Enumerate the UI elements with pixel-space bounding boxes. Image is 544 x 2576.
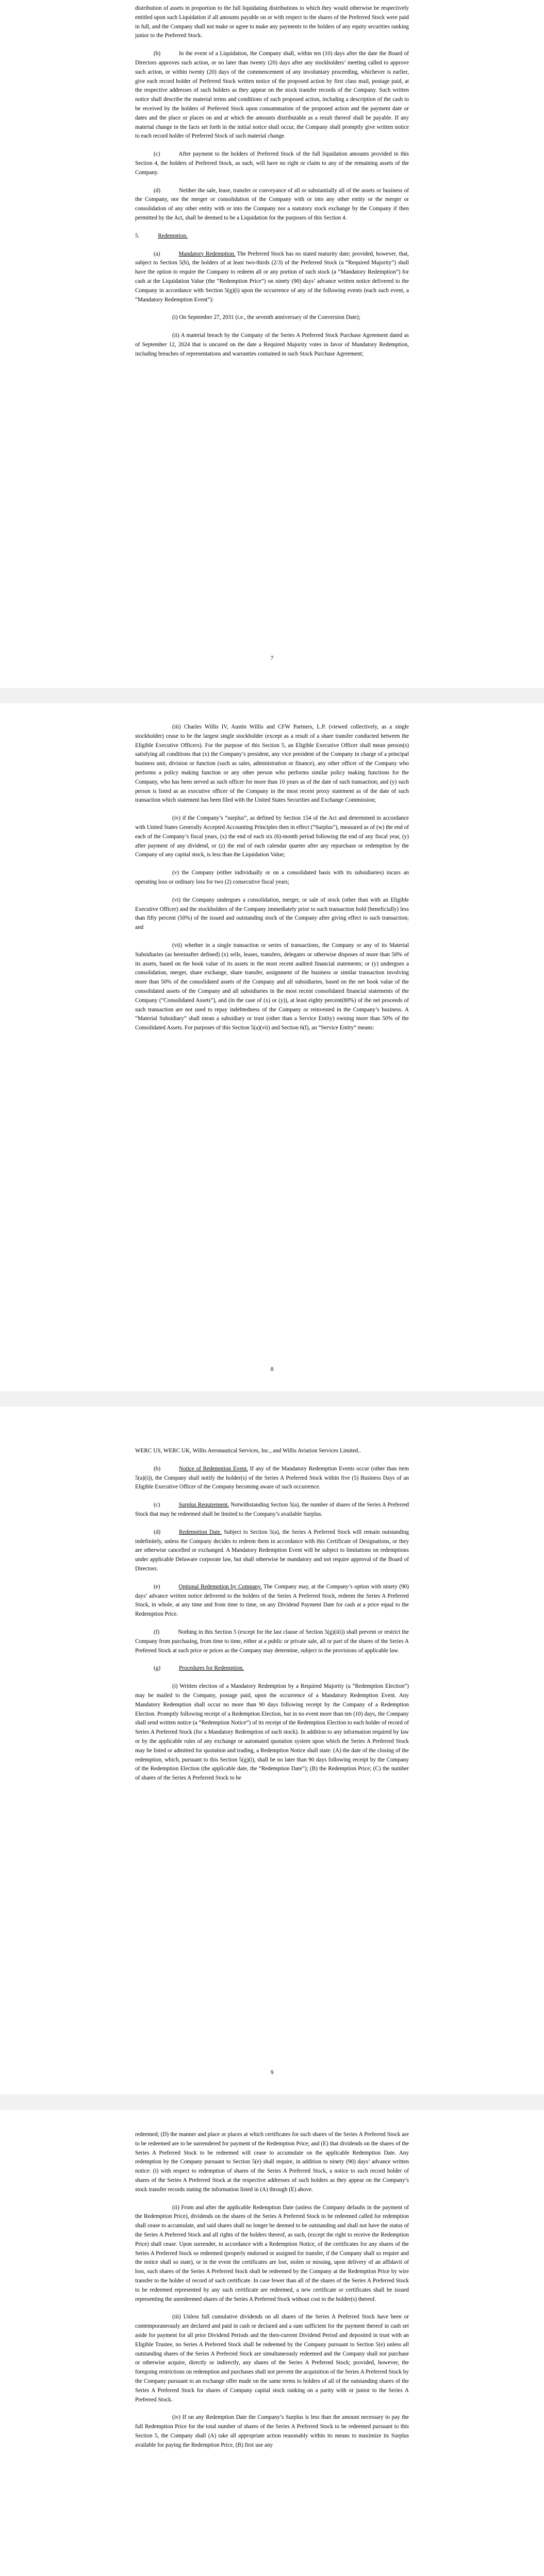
paragraph-5g-i-continued: redeemed; (D) the manner and place or places at which certificates for such shares of the Series A Preferred Stock are to be redeemed are to be surrendered for payment of the Redemption Price; and (E) that dividends on the shares of the Series A Preferred Stock to be redeemed will cease to accumulate on the applicable Redemption Date. Any redemption by the Company pursuant to Section 5(e) shall require, in addition to ninety (90) days’ advance written notice: (i) with respect to redemption of shares of the Series A Preferred Stock, a notice to such record holder of shares of the Series A Preferred Stock at the respective addresses of such holders as they appear on the Company’s stock transfer records stating the information listed in (A) through (E) above. [135,2131,409,2193]
paragraph-label: (f) [154,1629,160,1635]
paragraph-5a-ii: (ii) A material breach by the Company of the Series A Preferred Stock Purchase Agreement dated as of September 12, 2024 that is uncured on the date a Required Majority votes in favor of Mandatory Redemption, including breaches of representations and warranties contained in such Stock Purchase Agreement; [135,332,409,357]
paragraph-5g [135,1664,409,1673]
document-page-7 [0,0,544,688]
paragraph-5e [135,1583,409,1619]
paragraph-label: (c) [154,151,160,158]
paragraph-text: If any of the Mandatory Redemption Events occur (other than item 5(a)(i)), the Company shall notify the holder(s) of the Series A Preferred Stock within five (5) Business Days of an Eligible Executive Officer of the Company becoming aware of such occurrence. [135,1465,409,1490]
page-number: 7 [270,655,274,662]
paragraph-title: Redemption Date. [179,1529,222,1535]
paragraph-text: In the event of a Liquidation, the Company shall, within ten (10) days after the date the Board of Directors approves such action, or no later than twenty (20) days after any stockholders’ meeting called to approve such action, or within twenty (20) days of the commencement of any involuntary proceeding, whichever is earlier, give each record holder of Preferred Stock written notice of the proposed action by first class mail, postage paid, at the respective addresses of such holders as they appear on the stock transfer records of the Company. Such written notice shall describe the material terms and conditions of such proposed action, including a description of the cash to be received by the holders of Preferred Stock upon consummation of the proposed action and the payment date or dates and the place or places on and at which the amounts distributable as a result thereof shall be payable. If any material change in the facts set forth in the initial notice shall occur, the Company shall promptly give written notice to each record holder of Preferred Stock of such material change. [135,50,409,140]
paragraph-5a [135,250,409,305]
paragraph-4c [135,150,409,177]
document-page-9 [0,1406,544,2094]
paragraph-5a-vi: (vi) the Company undergoes a consolidation, merger, or sale of stock (other than with an Eligible Executive Officer) and the stockholders of the Company immediately prior to such transaction hold (beneficially) less than fifty percent (50%) of the issued and outstanding stock of the Company after giving effect to such transaction; and [135,896,409,931]
paragraph-text: After payment to the holders of Preferred Stock of the full liquidation amounts provided in this Section 4, the holders of Preferred Stock, as such, will have no right or claim to any of the remaining assets of the Company. [135,151,409,176]
paragraph-4d [135,187,409,223]
document-page-10 [0,2110,544,2576]
paragraph-text: The Company may, at the Company’s option with ninety (90) days’ advance written notice delivered to the holders of the Series A Preferred Stock, redeem the Series A Preferred Stock, in whole, at any time and from time to time, on any Dividend Payment Date for cash at a price equal to the Redemption Price. [135,1583,409,1618]
section-5-heading [135,232,409,241]
paragraph-5g-iv: (iv) If on any Redemption Date the Company’s Surplus is less than the amount necessary to pay the full Redemption Price for the total number of shares of the Series A Preferred Stock to be redeemed pursuant to this Section 5, the Company shall (A) take all appropriate action reasonably within its means to maximize its Surplus available for paying the Redemption Price, (B) first use any [135,2414,409,2448]
paragraph-5g-iii: (iii) Unless full cumulative dividends on all shares of the Series A Preferred Stock have been or contemporaneously are declared and paid in cash or declared and a sum sufficient for the payment thereof in cash set aside for payment for all prior Dividend Periods and the then-current Dividend Period and deposited in trust with an Eligible Trustee, no Series A Preferred Stock shall be redeemed by the Company pursuant to Section 5(e) unless all outstanding shares of the Series A Preferred Stock are simultaneously redeemed and the Company shall not purchase or otherwise acquire, directly or indirectly, any shares of the Series A Preferred Stock; provided, however, the foregoing restrictions on redemption and purchases shall not prevent the acquisition of the Series A Preferred Stock by the Company pursuant to an exchange offer made on the same terms to holders of all of the outstanding shares of the Series A Preferred Stock for shares of Company capital stock ranking on a parity with or junior to the Series A Preferred Stock. [135,2314,409,2403]
document-page-8 [0,703,544,1391]
paragraph-label: (a) [154,250,160,257]
paragraph-5g-i: (i) Written election of a Mandatory Redemption by a Required Majority (a “Redemption Election”) may be mailed to the Company, postage paid, upon the occurrence of a Mandatory Redemption Event. Any Mandatory Redemption shall occur no more than 90 days following receipt by the Company of a Redemption Election. Promptly following receipt of a Redemption Election, but in no event more than ten (10) days, the Company shall send written notice (a “Redemption Notice”) of its receipt of the Redemption Election to each holder of record of Series A Preferred Stock (for a Mandatory Redemption of such stock). In addition to any information required by law or by the applicable rules of any exchange or automated quotation system upon which the Series A Preferred Stock may be listed or admitted for quotation and trading, a Redemption Notice shall state: (A) the date of the closing of the redemption, which, pursuant to this Section 5(g)(i), shall be no later than 90 days following receipt by the Company of the Redemption Election (the applicable date, the “Redemption Date”); (B) the Redemption Price; (C) the number of shares of the Series A Preferred Stock to be [135,1683,409,1782]
paragraph-5a-vii: (vii) whether in a single transaction or series of transactions, the Company or any of its Material Subsidiaries (as hereinafter defined) (x) sells, leases, transfers, delegates or otherwise disposes of more than 50% of its assets, based on the book value of its assets in the most recent audited financial statements; or (y) undergoes a consolidation, merger, share exchange, share transfer, assignment of the business or similar transaction involving more than 50% of the consolidated assets of the Company and all subsidiaries, based on the net book value of the consolidated assets of the Company and all subsidiaries in the most recent consolidated financial statements of the Company (“Consolidated Assets”), and (in the case of (x) or (y)), at least eighty percent(80%) of the net proceeds of such transaction are not used to repay indebtedness of the Company or reinvested in the Company’s business. A “Material Subsidiary” shall mean a subsidiary or trust (other than a Service Entity) owning more than 50% of the Consolidated Assets. For purposes of this Section 5(a)(vii) and Section 6(f), an “Service Entity” means: [135,942,409,1031]
paragraph-text: The Preferred Stock has no stated maturity date; provided, however, that, subject to Section 5(b), the holders of at least two-thirds (2/3) of the Preferred Stock (a “Required Majority”) shall have the option to require the Company to redeem all or any portion of such stock (a “Mandatory Redemption”) for cash at the Liquidation Value (the “Redemption Price”) on ninety (90) days’ advance written notice delivered to the Company in accordance with Section 5(g)(i) upon the occurrence of any of the following events (each such event, a “Mandatory Redemption Event”): [135,250,409,303]
page-divider [0,2094,544,2110]
paragraph-text: Notwithstanding Section 5(a), the number of shares of the Series A Preferred Stock that may be redeemed shall be limited to the Company’s available Surplus. [135,1502,409,1517]
paragraph-label: (g) [154,1665,161,1672]
paragraph-title: Surplus Requirement. [178,1502,229,1509]
paragraph-text: Subject to Section 5(a), the Series A Preferred Stock will remain outstanding indefinitely, unless the Company decides to redeem them in accordance with this Certificate of Designations, or they are otherwise cancelled or exchanged. A Mandatory Redemption Event will be subject to limitations on redemptions under applicable Delaware corporate law, but shall otherwise be mandatory and not require approval of the Board of Directors. [135,1529,409,1572]
paragraph-label: (b) [154,1465,161,1472]
paragraph-5d [135,1528,409,1574]
paragraph-title: Optional Redemption by Company. [178,1583,262,1590]
page-divider [0,688,544,703]
paragraph-5a-iii: (iii) Charles Willis IV, Austin Willis and CFW Partners, L.P. (viewed collectively, as a single stockholder) cease to be the largest single stockholder (except as a result of a share transfer conducted between the Eligible Executive Officers). For the purpose of this Section 5, an Eligible Executive Officer shall mean person(s) satisfying all conditions that (x) the Company’s president, any vice president of the Company in charge of a principal business unit, division or function (such as sales, administration or finance), any other officer of the Company who performs a policy making function or any other person who performs similar policy making functions for the Company, who has been served as such officer for more than 10 years as of the date of such transaction; and (y) such person is listed as an executive officer of the Company in the most recent proxy statement as of the date of such transaction which statement has been filed with the United States Securities and Exchange Commission; [135,724,409,804]
section-title: Redemption. [158,232,188,239]
paragraph-5f [135,1628,409,1655]
page-number: 8 [270,1366,274,1372]
paragraph-text: Neither the sale, lease, transfer or conveyance of all or substantially all of the assets or business of the Company, nor the merger or consolidation of the Company with or into any other entity or the merger or consolidation of any other entity with or into the Company nor a statutory stock exchange by the Company if then permitted by the Act, shall be deemed to be a Liquidation for the purposes of this Section 4. [135,187,409,221]
page-number: 9 [270,2070,274,2076]
paragraph-5a-iv: (iv) if the Company’s “surplus”, as defined by Section 154 of the Act and determined in accordance with United States Generally Accepted Accounting Principles then in effect (“Surplus”), measured as of (w) the end of each of the Company’s fiscal years, (x) the end of each six (6)-month period following the end of any fiscal year, (y) after payment of any dividend, or (z) the end of each calendar quarter after any repurchase or redemption by the Company of any capital stock, is less than the Liquidation Value; [135,815,409,858]
paragraph-service-entity-list: WERC US, WERC UK, Willis Aeronautical Services, Inc., and Willis Aviation Services Limited.. [135,1448,361,1454]
paragraph-label: (e) [154,1583,160,1590]
section-number: 5. [135,232,140,239]
paragraph-label: (d) [154,1529,161,1535]
paragraph-label: (b) [154,50,161,57]
page-divider [0,1391,544,1406]
paragraph-title: Notice of Redemption Event. [179,1465,248,1472]
paragraph-label: (c) [154,1502,160,1509]
paragraph-title: Procedures for Redemption. [179,1665,244,1672]
paragraph-text: Nothing in this Section 5 (except for the last clause of Section 5(g)(iii)) shall prevent or restrict the Company from purchasing, from time to time, either at a public or private sale, all or part of the shares of the Series A Preferred Stock at such price or prices as the Company may determine, subject to the provisions of applicable law. [135,1629,409,1654]
paragraph-label: (d) [154,187,161,194]
paragraph-5g-ii: (ii) From and after the applicable Redemption Date (unless the Company defaults in the payment of the Redemption Price), dividends on the shares of the Series A Preferred Stock to be redeemed called for redemption shall cease to accumulate, and said shares shall no longer be deemed to be outstanding and shall not have the status of the Series A Preferred Stock and all rights of the holders thereof, as such, (except the right to receive the Redemption Price) shall cease. Upon surrender, in accordance with a Redemption Notice, of the certificates for any shares of the Series A Preferred Stock so redeemed (properly endorsed or assigned for transfer, if the Company shall so require and the notice shall so state), or in the event the certificates are lost, stolen or missing, upon delivery of an affidavit of loss, such shares of the Series A Preferred Stock shall be redeemed by the Company at the Redemption Price by wire transfer to the holder of record of such certificate. In case fewer than all of the shares of the Series A Preferred Stock to be redeemed represented by any such certificate are redeemed, a new certificate or certificates shall be issued representing the unredeemed shares of the Series A Preferred Stock without cost to the holder(s) thereof. [135,2204,409,2302]
paragraph-5c [135,1501,409,1519]
paragraph-5a-i: (i) On September 27, 2031 (i.e., the seventh anniversary of the Conversion Date); [172,314,360,321]
paragraph-4b [135,49,409,141]
paragraph-title: Mandatory Redemption. [178,250,236,257]
paragraph-5a-v: (v) the Company (either individually or on a consolidated basis with its subsidiaries) incurs an operating loss or ordinary loss for two (2) consecutive fiscal years; [135,870,409,885]
paragraph-4a-continued: distribution of assets in proportion to the full liquidating distributions to which they would otherwise be respectively entitled upon such Liquidation if all amounts payable on or with respect to the shares of the Preferred Stock were paid in full, and the Company shall not make or agree to make any payments to the holders of any equity securities ranking junior to the Preferred Stock. [135,5,409,39]
paragraph-5b [135,1465,409,1492]
